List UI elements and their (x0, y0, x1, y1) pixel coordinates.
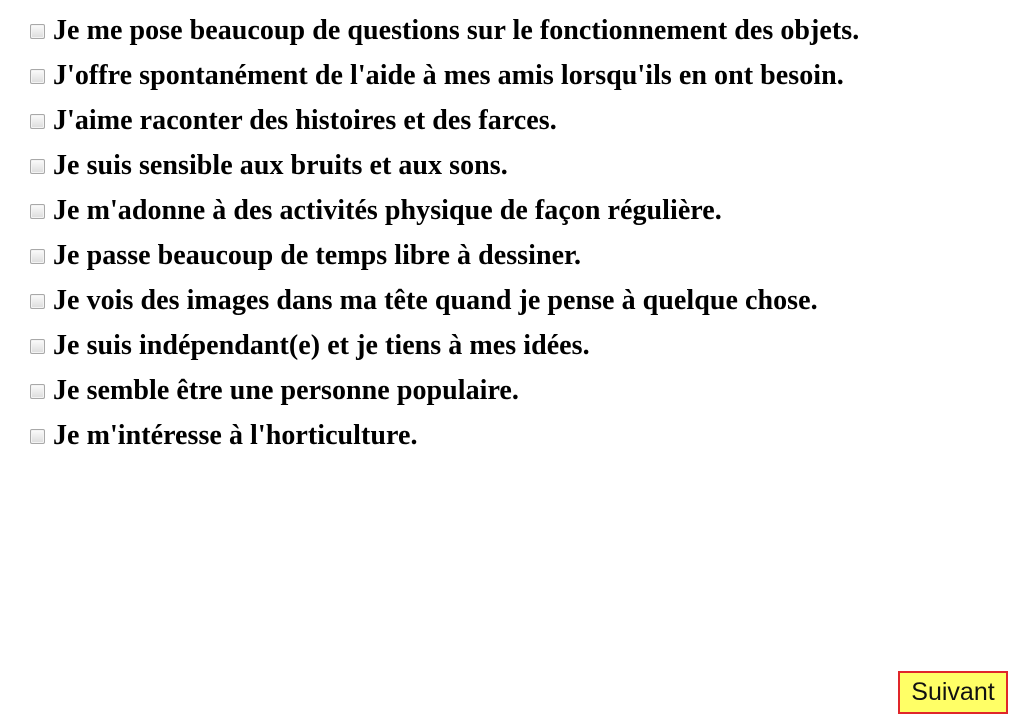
question-label: Je suis sensible aux bruits et aux sons. (53, 149, 508, 181)
question-label: Je suis indépendant(e) et je tiens à mes idées. (53, 329, 590, 361)
checkbox[interactable] (30, 339, 45, 354)
question-item[interactable] (30, 143, 859, 188)
question-label: Je semble être une personne populaire. (53, 374, 519, 406)
next-button[interactable]: Suivant (898, 671, 1008, 714)
question-item[interactable] (30, 278, 859, 323)
question-item[interactable] (30, 413, 859, 458)
question-list (30, 8, 859, 458)
checkbox[interactable] (30, 294, 45, 309)
question-label: Je me pose beaucoup de questions sur le fonctionnement des objets. (53, 14, 860, 46)
checkbox[interactable] (30, 429, 45, 444)
question-label: Je vois des images dans ma tête quand je pense à quelque chose. (53, 284, 818, 316)
question-item[interactable] (30, 53, 859, 98)
checkbox[interactable] (30, 384, 45, 399)
question-label: Je m'adonne à des activités physique de façon régulière. (53, 194, 722, 226)
question-item[interactable] (30, 233, 859, 278)
checkbox[interactable] (30, 69, 45, 84)
question-item[interactable] (30, 323, 859, 368)
question-item[interactable] (30, 8, 859, 53)
checkbox[interactable] (30, 114, 45, 129)
checkbox[interactable] (30, 159, 45, 174)
question-item[interactable] (30, 368, 859, 413)
question-label: J'aime raconter des histoires et des farces. (53, 104, 557, 136)
question-label: J'offre spontanément de l'aide à mes amis lorsqu'ils en ont besoin. (53, 59, 844, 91)
question-item[interactable] (30, 98, 859, 143)
checkbox[interactable] (30, 24, 45, 39)
question-label: Je passe beaucoup de temps libre à dessiner. (53, 239, 582, 271)
checkbox[interactable] (30, 249, 45, 264)
question-label: Je m'intéresse à l'horticulture. (53, 419, 418, 451)
question-item[interactable] (30, 188, 859, 233)
checkbox[interactable] (30, 204, 45, 219)
